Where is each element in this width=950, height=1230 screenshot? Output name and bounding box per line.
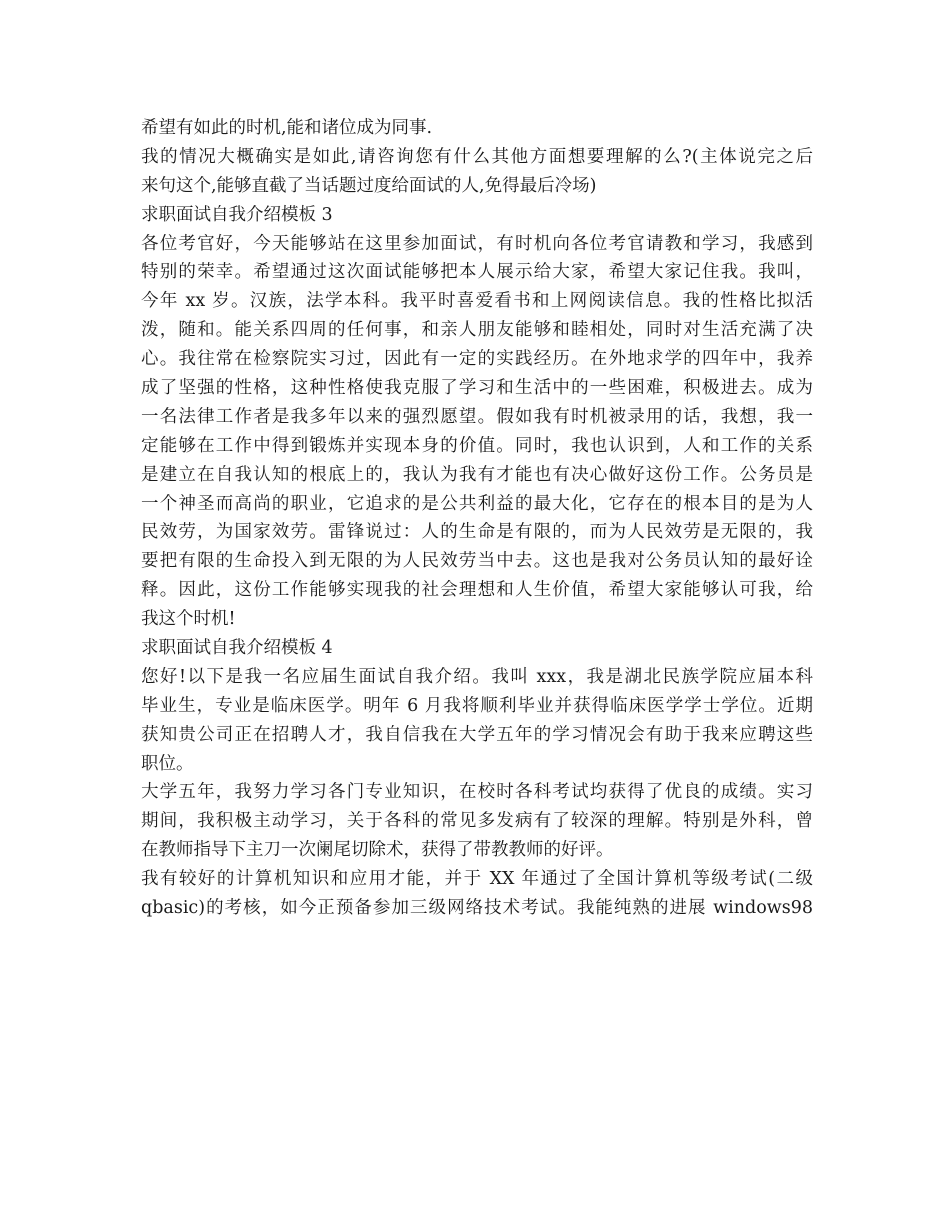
text-line: 是建立在自我认知的根底上的，我认为我有才能也有决心做好这份工作。公务员是	[141, 464, 813, 485]
text-line: 求职面试自我介绍模板 4	[141, 638, 333, 659]
text-line: 我的情况大概确实是如此,请咨询您有什么其他方面想要理解的么?(主体说完之后	[141, 146, 813, 167]
text-line: 成了坚强的性格，这种性格使我克服了学习和生活中的一些困难，积极进去。成为	[141, 378, 813, 399]
text-line: 求职面试自我介绍模板 3	[141, 204, 333, 225]
text-line: 职位。	[141, 753, 194, 774]
text-line: qbasic)的考核，如今正预备参加三级网络技术考试。我能纯熟的进展 windows98	[141, 898, 813, 919]
text-line: 一名法律工作者是我多年以来的强烈愿望。假如我有时机被录用的话，我想，我一	[141, 406, 813, 427]
text-line: 大学五年，我努力学习各门专业知识，在校时各科考试均获得了优良的成绩。实习	[141, 782, 813, 803]
text-line: 特别的荣幸。希望通过这次面试能够把本人展示给大家，希望大家记住我。我叫，	[141, 262, 813, 283]
text-line: 毕业生，专业是临床医学。明年 6 月我将顺利毕业并获得临床医学学士学位。近期	[141, 695, 813, 716]
text-line: 我有较好的计算机知识和应用才能，并于 XX 年通过了全国计算机等级考试(二级	[141, 869, 813, 890]
text-line: 您好!以下是我一名应届生面试自我介绍。我叫 xxx，我是湖北民族学院应届本科	[141, 666, 813, 687]
text-line: 在教师指导下主刀一次阑尾切除术，获得了带教教师的好评。	[141, 840, 614, 861]
text-line: 释。因此，这份工作能够实现我的社会理想和人生价值，希望大家能够认可我，给	[141, 580, 813, 601]
text-line: 心。我往常在检察院实习过，因此有一定的实践经历。在外地求学的四年中，我养	[141, 349, 813, 370]
text-line: 要把有限的生命投入到无限的为人民效劳当中去。这也是我对公务员认知的最好诠	[141, 551, 813, 572]
text-line: 期间，我积极主动学习，关于各科的常见多发病有了较深的理解。特别是外科，曾	[141, 811, 813, 832]
text-line: 希望有如此的时机,能和诸位成为同事.	[141, 118, 433, 138]
text-line: 获知贵公司正在招聘人才，我自信我在大学五年的学习情况会有助于我来应聘这些	[141, 724, 813, 745]
text-line: 来句这个,能够直截了当话题过度给面试的人,免得最后冷场)	[141, 175, 597, 196]
text-line: 一个神圣而高尚的职业，它追求的是公共利益的最大化，它存在的根本目的是为人	[141, 493, 813, 514]
document-body	[141, 114, 813, 923]
text-line: 我这个时机!	[141, 609, 236, 630]
text-line: 民效劳，为国家效劳。雷锋说过：人的生命是有限的，而为人民效劳是无限的，我	[141, 522, 813, 543]
text-line: 泼，随和。能关系四周的任何事，和亲人朋友能够和睦相处，同时对生活充满了决	[141, 320, 813, 341]
text-line: 定能够在工作中得到锻炼并实现本身的价值。同时，我也认识到，人和工作的关系	[141, 435, 813, 456]
text-line: 今年 xx 岁。汉族，法学本科。我平时喜爱看书和上网阅读信息。我的性格比拟活	[141, 291, 813, 312]
text-line: 各位考官好，今天能够站在这里参加面试，有时机向各位考官请教和学习，我感到	[141, 233, 813, 254]
